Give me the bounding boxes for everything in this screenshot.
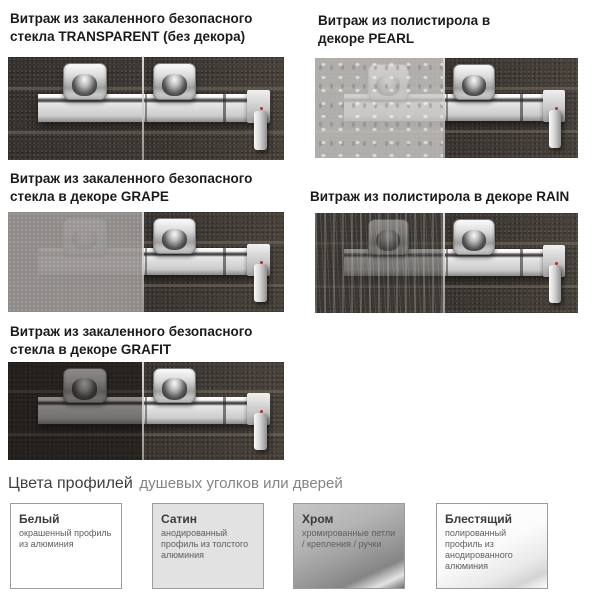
profile-gap (520, 249, 523, 276)
door-handle (549, 110, 561, 148)
glass-edge-line (443, 58, 445, 158)
door-handle (254, 413, 267, 450)
profile-color-card-chrome (293, 503, 405, 589)
profile-color-card-white (10, 503, 122, 589)
brand-dot (555, 107, 558, 110)
profile-color-title: Блестящий (445, 512, 513, 526)
glass-decor-overlay-rain (315, 213, 443, 313)
glass-option-photo-grafit (8, 362, 284, 460)
profiles-section-heading (8, 467, 343, 495)
door-handle (254, 264, 267, 302)
glass-decor-overlay-pearl (315, 58, 443, 158)
door-handle (254, 111, 267, 150)
profile-color-card-satin (152, 503, 264, 589)
glass-decor-overlay-grape (8, 212, 142, 312)
glass-edge-line (142, 57, 144, 160)
glass-option-title-transparent: Витраж из закаленного безопасного стекла TRANSPARENT (без декора) (10, 11, 253, 44)
profile-color-description: анодированный профиль из толстого алюминия (161, 528, 249, 560)
glass-option-title-rain: Витраж из полистирола в декоре RAIN (310, 189, 570, 204)
profile-color-description: полированный профиль из анодированного алюминия (445, 528, 513, 571)
profiles-heading-primary: Цвета профилей (8, 475, 133, 492)
mount-bracket-icon (153, 63, 196, 100)
profile-color-description: окрашенный профиль из алюминия (19, 528, 112, 549)
profile-color-title: Хром (302, 512, 334, 526)
glass-edge-line (443, 213, 445, 313)
glass-option-photo-pearl (315, 58, 578, 158)
glass-edge-line (142, 212, 144, 312)
glass-option-photo-rain (315, 213, 578, 313)
profile-color-card-gloss (436, 503, 548, 589)
mount-bracket-icon (453, 64, 494, 100)
profile-gap (520, 94, 523, 121)
glass-edge-line (142, 362, 144, 460)
profile-seam (446, 94, 448, 121)
brand-dot (555, 262, 558, 265)
mount-bracket-icon (153, 218, 196, 254)
profile-seam (446, 249, 448, 276)
profile-seam (145, 397, 147, 423)
glass-option-title-grafit: Витраж из закаленного безопасного стекла в декоре GRAFIT (10, 324, 253, 357)
glass-option-photo-transparent (8, 57, 284, 160)
profile-color-title: Белый (19, 512, 60, 526)
glass-decor-overlay-grafit (8, 362, 142, 460)
mount-bracket-icon (453, 219, 494, 255)
profiles-heading-secondary: душевых уголков или дверей (139, 475, 343, 492)
glass-option-photo-grape (8, 212, 284, 312)
profile-gap (223, 397, 226, 423)
door-handle (549, 265, 561, 303)
glass-decor-overlay-transparent (8, 57, 142, 160)
profile-gap (223, 248, 226, 275)
profile-gap (223, 94, 226, 122)
profile-color-title: Сатин (161, 512, 197, 526)
profile-color-description: хромированные петли / крепления / ручки (302, 528, 396, 549)
mount-bracket-icon (153, 368, 196, 403)
profile-seam (145, 94, 147, 122)
glass-option-title-grape: Витраж из закаленного безопасного стекла в декоре GRAPE (10, 171, 253, 204)
profile-seam (145, 248, 147, 275)
glass-option-title-pearl: Витраж из полистирола в декоре PEARL (318, 13, 491, 46)
